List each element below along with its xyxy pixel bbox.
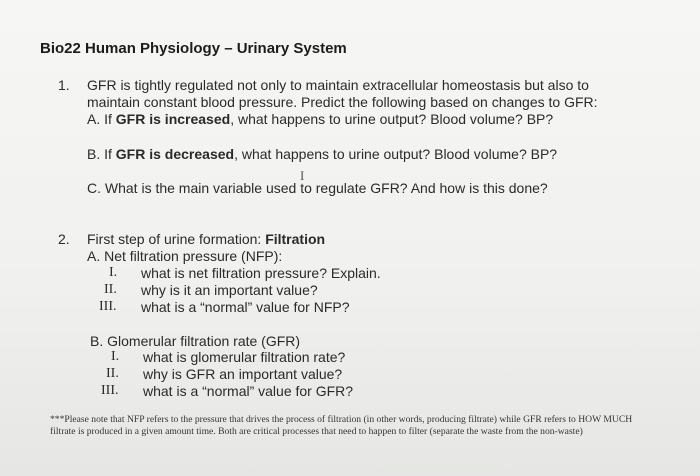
- q1-part-b-suffix: , what happens to urine output? Blood volume? BP?: [234, 146, 558, 162]
- footnote: ***Please note that NFP refers to the pressure that drives the process of filtration (in other words, producing filtrate) while GFR refers to HOW MUCH filtrate is produced in a given amount time. Both are critical processes that need to happen to filter (separate the waste from the non-waste): [50, 414, 633, 437]
- q1-part-a-prefix: A. If: [87, 111, 116, 127]
- q2-intro: [87, 231, 325, 247]
- q1-part-a-bold: GFR is increased: [115, 111, 231, 127]
- q2-part-b-heading: B. Glomerular filtration rate (GFR): [90, 333, 301, 349]
- q1-line-2: maintain constant blood pressure. Predict the following based on changes to GFR:: [87, 94, 598, 110]
- q2-b-item-1-text: what is glomerular filtration rate?: [143, 349, 346, 365]
- q1-number: 1.: [58, 77, 70, 93]
- q1-line-1: GFR is tightly regulated not only to maintain extracellular homeostasis but also to: [87, 77, 589, 93]
- q2-a-item-2-num: II.: [104, 282, 117, 297]
- text-cursor-icon: I: [300, 168, 305, 183]
- q1-part-c: C. What is the main variable used to regulate GFR? And how is this done?: [87, 180, 548, 196]
- q2-b-item-3-num: III.: [101, 383, 119, 398]
- q2-b-item-3-text: what is a “normal” value for GFR?: [143, 383, 354, 399]
- page-title: Bio22 Human Physiology – Urinary System: [40, 40, 347, 57]
- q1-part-b: [87, 146, 557, 162]
- q2-a-item-1-num: I.: [109, 265, 118, 280]
- q2-b-item-2-text: why is GFR an important value?: [143, 366, 343, 382]
- q1-part-a: [87, 111, 553, 127]
- q2-a-item-1-text: what is net filtration pressure? Explain.: [141, 265, 381, 281]
- q1-part-b-bold: GFR is decreased: [115, 146, 235, 162]
- q2-intro-prefix: First step of urine formation:: [87, 231, 266, 247]
- q1-part-b-prefix: B. If: [87, 146, 116, 162]
- q2-a-item-3-text: what is a “normal” value for NFP?: [141, 299, 350, 315]
- q2-b-item-2-num: II.: [106, 366, 119, 381]
- q2-intro-bold: Filtration: [265, 231, 326, 247]
- q1-part-a-suffix: , what happens to urine output? Blood volume? BP?: [230, 111, 554, 127]
- q2-number: 2.: [58, 231, 70, 247]
- q2-a-item-3-num: III.: [99, 299, 117, 314]
- q2-part-a-heading: A. Net filtration pressure (NFP):: [87, 248, 283, 264]
- q2-b-item-1-num: I.: [111, 349, 120, 364]
- q2-a-item-2-text: why is it an important value?: [141, 282, 318, 298]
